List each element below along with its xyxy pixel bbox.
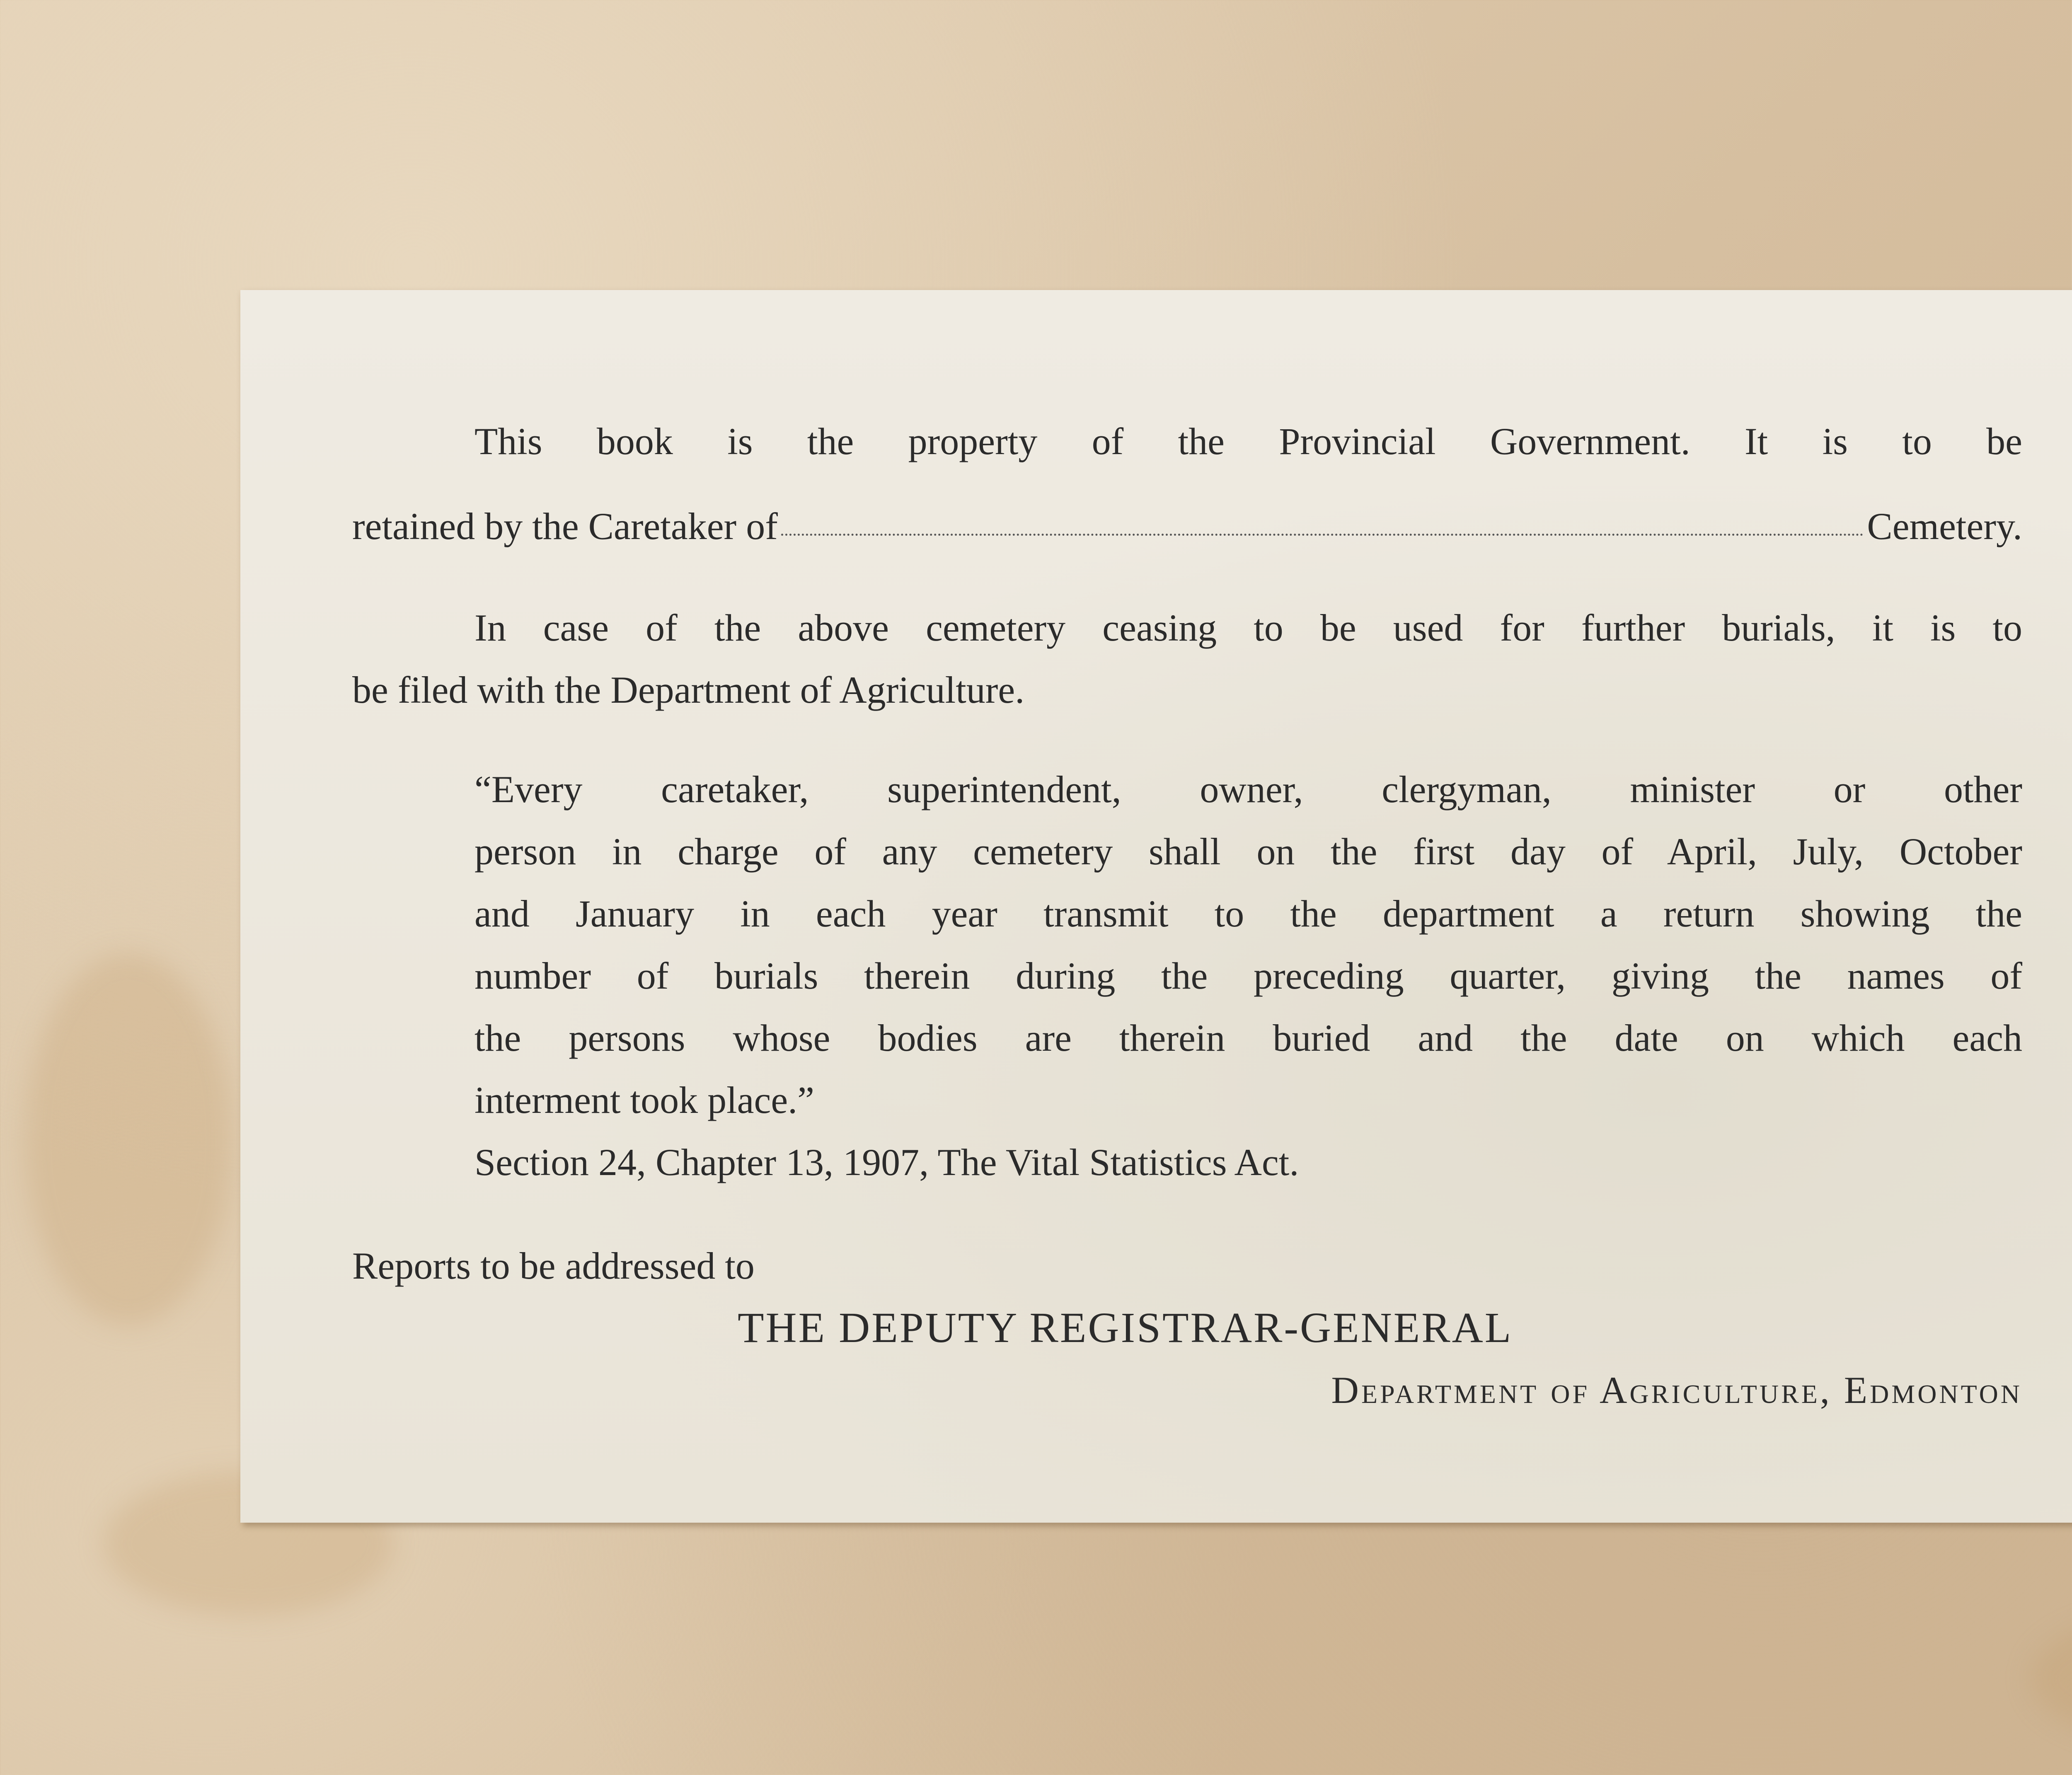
filing-instruction-line1: In case of the above cemetery ceasing to be used for further burials, it is to bbox=[474, 607, 2022, 649]
paper-stain bbox=[25, 953, 232, 1326]
caretaker-label: retained by the Caretaker of bbox=[352, 505, 778, 547]
addressee-department: Department of Agriculture, Edmonton bbox=[1331, 1369, 2022, 1411]
reports-label: Reports to be addressed to bbox=[352, 1245, 755, 1287]
filing-instruction-line2: be filed with the Department of Agriculture. bbox=[352, 669, 1025, 711]
paper-stain bbox=[2031, 1616, 2072, 1740]
caretaker-line bbox=[352, 495, 2022, 557]
cemetery-label: Cemetery. bbox=[1867, 505, 2022, 547]
quote-line: interment took place.” bbox=[474, 1079, 815, 1121]
statute-quote bbox=[474, 758, 2022, 1131]
addressee-title: THE DEPUTY REGISTRAR-GENERAL bbox=[738, 1304, 1513, 1352]
statute-citation: Section 24, Chapter 13, 1907, The Vital Statistics Act. bbox=[474, 1141, 1299, 1183]
quote-line: and January in each year transmit to the department a return showing the bbox=[474, 892, 2022, 935]
quote-line: number of burials therein during the preceding quarter, giving the names of bbox=[474, 955, 2022, 997]
property-statement: This book is the property of the Provincial Government. It is to be bbox=[474, 420, 2022, 462]
quote-line: “Every caretaker, superintendent, owner, clergyman, minister or other bbox=[474, 768, 2022, 810]
quote-line: the persons whose bodies are therein buried and the date on which each bbox=[474, 1017, 2022, 1059]
quote-line: person in charge of any cemetery shall on the first day of April, July, October bbox=[474, 830, 2022, 873]
notice-label bbox=[240, 290, 2072, 1523]
cemetery-name-blank bbox=[781, 517, 1864, 536]
